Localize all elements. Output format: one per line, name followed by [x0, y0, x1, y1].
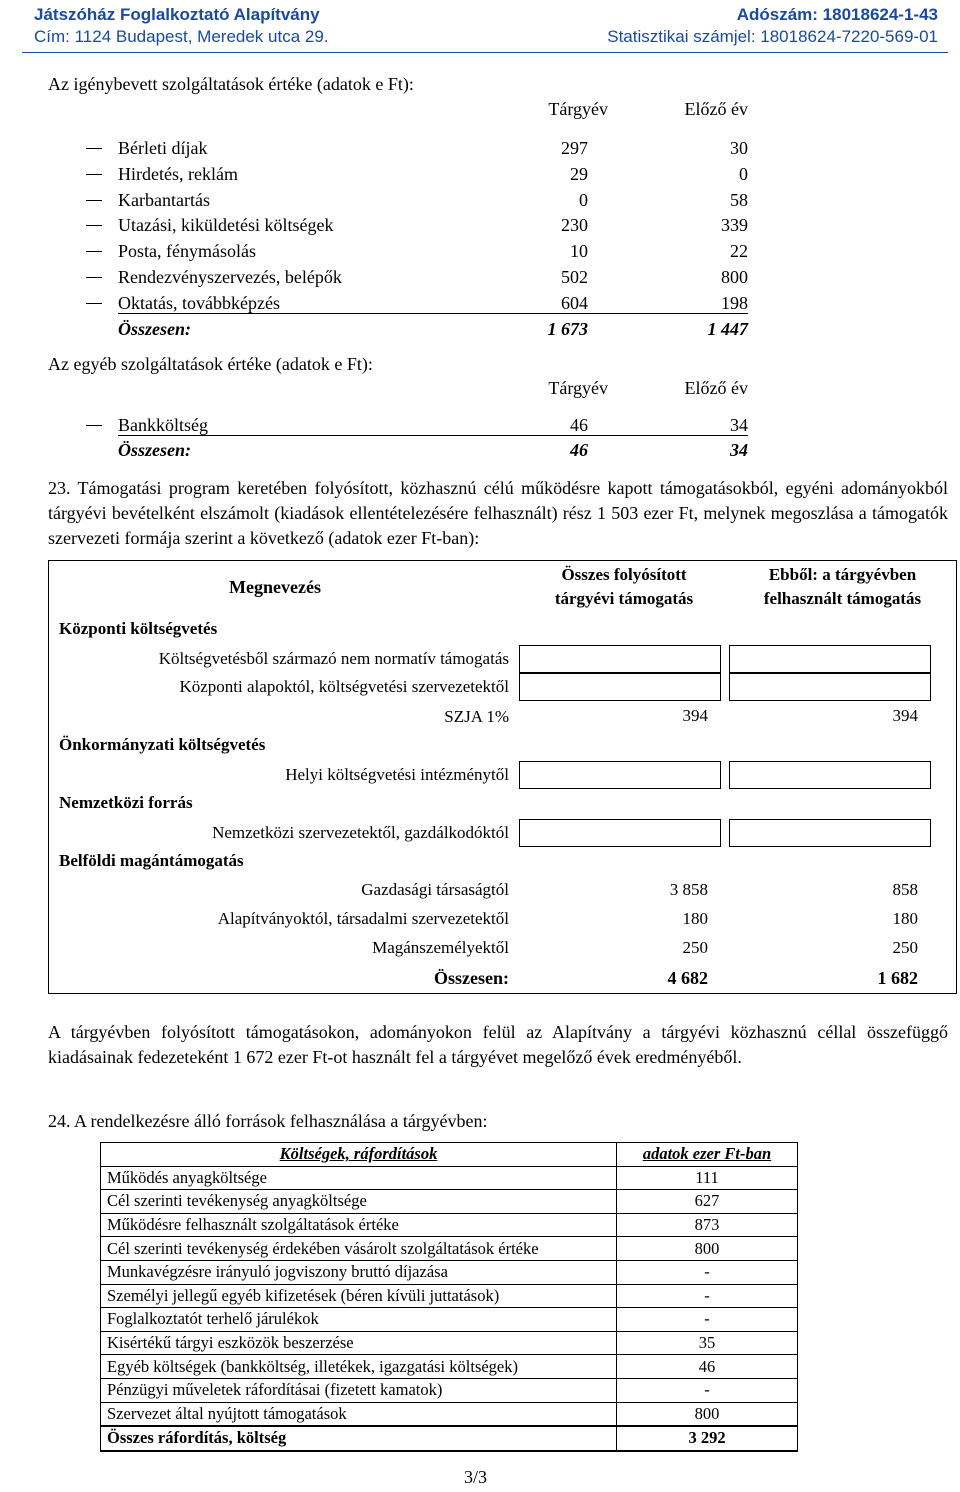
- services-row-current: 297: [561, 138, 588, 158]
- other-services-total-label: Összesen:: [118, 440, 192, 460]
- category-local: Önkormányzati költségvetés: [59, 735, 266, 754]
- cost-value: 111: [617, 1166, 798, 1190]
- services-total-previous: 1 447: [707, 319, 748, 339]
- table-row: [101, 1402, 798, 1426]
- central-item-1: Költségvetésből származó nem normatív támogatás: [158, 649, 509, 668]
- services-row-label: Oktatás, továbbképzés: [118, 292, 280, 313]
- table-row: [101, 1166, 798, 1190]
- central-item-2-used: [729, 673, 931, 701]
- bullet-dash: [86, 303, 102, 304]
- services-row-label: Bérleti díjak: [118, 138, 208, 158]
- domestic-item-1: Gazdasági társaságtól: [361, 880, 509, 899]
- services-row-current: 502: [561, 267, 588, 287]
- services-row-label: Hirdetés, reklám: [118, 163, 238, 184]
- bullet-dash: [86, 425, 102, 426]
- services-row-previous: 30: [730, 138, 748, 158]
- services-row-previous: 58: [730, 189, 748, 210]
- bullet-dash: [86, 200, 102, 201]
- cost-value: 46: [617, 1355, 798, 1379]
- central-item-1-used: [729, 645, 931, 673]
- support-total-total: 4 682: [667, 968, 708, 988]
- cost-value: -: [617, 1284, 798, 1308]
- header-left: [34, 4, 329, 48]
- cost-value: -: [617, 1378, 798, 1402]
- table-row: [101, 1260, 798, 1284]
- services-total-current: 1 673: [547, 319, 588, 339]
- bullet-dash: [86, 251, 102, 252]
- table-row: [101, 1190, 798, 1214]
- cost-value: -: [617, 1308, 798, 1332]
- cost-label: Kisértékű tárgyi eszközök beszerzése: [101, 1331, 617, 1355]
- intl-item-1-total: [519, 819, 721, 847]
- header-divider: [22, 52, 948, 53]
- central-item-1-total: [519, 645, 721, 673]
- szja-used: 394: [892, 706, 918, 725]
- header-right: [607, 4, 938, 48]
- services-total-label: Összesen:: [118, 319, 192, 339]
- services-row-current: 29: [570, 163, 588, 184]
- services-row-previous: 0: [739, 163, 748, 184]
- page-number: 3/3: [464, 1467, 488, 1487]
- services-row-label: Rendezvényszervezés, belépők: [118, 267, 342, 287]
- cost-label: Pénzügyi műveletek ráfordításai (fizetett kamatok): [101, 1378, 617, 1402]
- domestic-item-3-total: 250: [682, 938, 708, 957]
- table-row: [101, 1355, 798, 1379]
- cost-value: -: [617, 1260, 798, 1284]
- table-row: [101, 1284, 798, 1308]
- other-services-title: Az egyéb szolgáltatások értéke (adatok e Ft):: [48, 354, 373, 374]
- other-services-total-current: 46: [570, 440, 588, 460]
- cost-label: Cél szerinti tevékenység érdekében vásárolt szolgáltatások értéke: [101, 1237, 617, 1261]
- bullet-dash: [86, 174, 102, 175]
- cost-label: Egyéb költségek (bankköltség, illetékek, igazgatási költségek): [101, 1355, 617, 1379]
- domestic-item-2-total: 180: [682, 909, 708, 928]
- cost-label: Munkavégzésre irányuló jogviszony bruttó díjazása: [101, 1260, 617, 1284]
- domestic-item-1-used: 858: [892, 880, 918, 899]
- col-header-used-2: felhasznált támogatás: [763, 589, 922, 608]
- cost-value: 873: [617, 1213, 798, 1237]
- section-23-text: 23. Támogatási program keretében folyósított, közhasznú célú működésre kapott támogatásokból, egyéni adományokból tárgyévi bevételként elszámolt (kiadások ellentételezésére felhasznált) rész 1 503 ezer Ft, melynek megoszlása a támogatók szervezeti formája szerint a következő (adatok ezer Ft-ban):: [48, 478, 948, 548]
- cost-value: 800: [617, 1402, 798, 1426]
- other-services-row-previous: 34: [730, 415, 748, 435]
- section-24-title: 24. A rendelkezésre álló források felhasználása a tárgyévben:: [48, 1111, 488, 1131]
- local-item-1-used: [729, 761, 931, 789]
- cost-total-value: 3 292: [617, 1426, 798, 1451]
- table-row: [101, 1378, 798, 1402]
- cost-value: 800: [617, 1237, 798, 1261]
- table-row: [101, 1308, 798, 1332]
- services-row-previous: 198: [721, 292, 748, 313]
- col-header-total-1: Összes folyósított: [561, 565, 687, 584]
- services-title: Az igénybevett szolgáltatások értéke (adatok e Ft):: [48, 74, 414, 94]
- intl-item-1-used: [729, 819, 931, 847]
- services-row-current: 0: [579, 189, 588, 210]
- other-services-col-previous: Előző év: [684, 378, 748, 398]
- szja-label: SZJA 1%: [444, 707, 509, 726]
- bullet-dash: [86, 225, 102, 226]
- domestic-item-1-total: 3 858: [669, 880, 708, 899]
- org-name: Játszóház Foglalkoztató Alapítvány: [34, 5, 320, 24]
- bullet-dash: [86, 277, 102, 278]
- org-address: Cím: 1124 Budapest, Meredek utca 29.: [34, 27, 329, 46]
- services-row-current: 10: [570, 241, 588, 262]
- services-col-current: Tárgyév: [548, 99, 608, 119]
- cost-label: Foglalkoztatót terhelő járulékok: [101, 1308, 617, 1332]
- support-table: [48, 560, 957, 994]
- cost-value: 35: [617, 1331, 798, 1355]
- central-item-2: Központi alapoktól, költségvetési szervezetektől: [179, 677, 509, 696]
- local-item-1: Helyi költségvetési intézménytől: [285, 765, 509, 784]
- services-row-current: 230: [561, 215, 588, 236]
- cost-label: Személyi jellegű egyéb kifizetések (béren kívüli juttatások): [101, 1284, 617, 1308]
- stat-id: Statisztikai számjel: 18018624-7220-569-01: [607, 27, 938, 46]
- services-row-label: Utazási, kiküldetési költségek: [118, 215, 334, 236]
- col-header-name: Megnevezés: [229, 577, 321, 597]
- table-row: [101, 1213, 798, 1237]
- category-domestic: Belföldi magántámogatás: [59, 851, 244, 870]
- tax-id: Adószám: 18018624-1-43: [736, 5, 938, 24]
- after-table-paragraph: A tárgyévben folyósított támogatásokon, adományokon felül az Alapítvány a tárgyévi közhasznú céllal összefüggő kiadásainak fedezeteként 1 672 ezer Ft-ot használt fel a tárgyévet megelőző évek eredményéből.: [48, 1022, 948, 1067]
- category-intl: Nemzetközi forrás: [59, 793, 193, 812]
- cost-col-header: Költségek, ráfordítások: [101, 1143, 617, 1167]
- col-header-total-2: tárgyévi támogatás: [554, 589, 694, 608]
- cost-label: Működésre felhasznált szolgáltatások értéke: [101, 1213, 617, 1237]
- services-row-previous: 22: [730, 241, 748, 262]
- other-services-total-rule: [118, 435, 748, 436]
- col-header-used-1: Ebből: a tárgyévben: [768, 565, 917, 584]
- domestic-item-2: Alapítványoktól, társadalmi szervezetektől: [217, 909, 509, 928]
- services-col-previous: Előző év: [684, 99, 748, 119]
- table-row: [101, 1331, 798, 1355]
- domestic-item-3: Magánszemélyektől: [372, 938, 509, 957]
- other-services-total-previous: 34: [730, 440, 748, 460]
- domestic-item-3-used: 250: [892, 938, 918, 957]
- other-services-row-label: Bankköltség: [118, 415, 208, 435]
- table-row: [101, 1237, 798, 1261]
- other-services-col-current: Tárgyév: [548, 378, 608, 398]
- central-item-2-total: [519, 673, 721, 701]
- cost-label: Működés anyagköltsége: [101, 1166, 617, 1190]
- unit-col-header: adatok ezer Ft-ban: [617, 1143, 798, 1167]
- cost-value: 627: [617, 1190, 798, 1214]
- support-total-label: Összesen:: [434, 968, 509, 988]
- support-total-used: 1 682: [877, 968, 918, 988]
- cost-table: [100, 1142, 798, 1452]
- bullet-dash: [86, 148, 102, 149]
- cost-label: Cél szerinti tevékenység anyagköltsége: [101, 1190, 617, 1214]
- services-row-label: Karbantartás: [118, 189, 210, 210]
- szja-total: 394: [682, 706, 708, 725]
- other-services-row-current: 46: [570, 415, 588, 435]
- services-row-previous: 339: [721, 215, 748, 236]
- services-row-label: Posta, fénymásolás: [118, 241, 256, 262]
- intl-item-1: Nemzetközi szervezetektől, gazdálkodóktól: [212, 823, 509, 842]
- cost-label: Szervezet által nyújtott támogatások: [101, 1402, 617, 1426]
- services-row-previous: 800: [721, 267, 748, 287]
- category-central: Központi költségvetés: [59, 619, 218, 638]
- services-total-rule: [118, 313, 748, 314]
- cost-total-label: Összes ráfordítás, költség: [101, 1426, 617, 1451]
- local-item-1-total: [519, 761, 721, 789]
- domestic-item-2-used: 180: [892, 909, 918, 928]
- services-row-current: 604: [561, 292, 588, 313]
